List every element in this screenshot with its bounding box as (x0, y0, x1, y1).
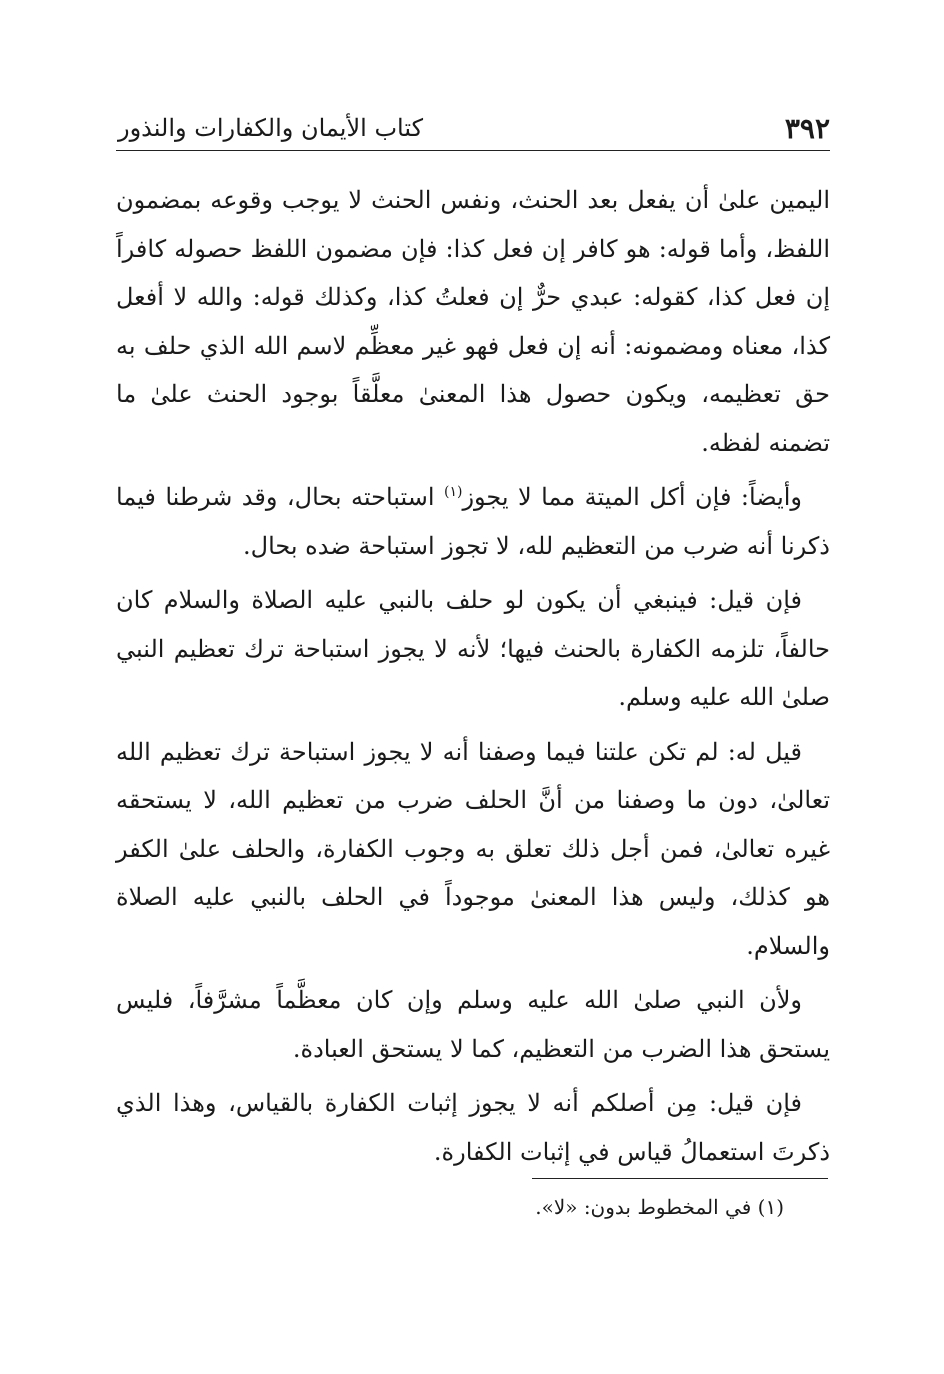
running-title: كتاب الأيمان والكفارات والنذور (118, 114, 424, 142)
footnote-1: (١) في المخطوط بدون: «لا». (535, 1195, 784, 1219)
main-text (116, 176, 830, 1182)
paragraph-2 (116, 473, 830, 570)
header-divider (116, 150, 830, 151)
page-number: ٣٩٢ (784, 111, 830, 145)
page-header (118, 108, 830, 148)
footnote-reference[interactable]: (١) (443, 484, 463, 500)
paragraph-6: فإن قيل: مِن أصلكم أنه لا يجوز إثبات الكفارة بالقياس، وهذا الذي ذكرتَ استعمالُ قياس في إثبات الكفارة. (116, 1089, 830, 1166)
paragraph-2-text-after-ref: استباحته بحال، وقد شرطنا فيما ذكرنا أنه ضرب من التعظيم لله، لا تجوز استباحة ضده بحال. (116, 483, 830, 560)
paragraph-3: فإن قيل: فينبغي أن يكون لو حلف بالنبي عليه الصلاة والسلام كان حالفاً، تلزمه الكفارة بالحنث فيها؛ لأنه لا يجوز استباحة ترك تعظيم النبي صلىٰ الله عليه وسلم. (116, 586, 830, 711)
footnote-divider (532, 1178, 828, 1179)
paragraph-5: ولأن النبي صلىٰ الله عليه وسلم وإن كان معظَّماً مشرَّفاً، فليس يستحق هذا الضرب من التعظيم، كما لا يستحق العبادة. (116, 986, 830, 1063)
paragraph-4: قيل له: لم تكن علتنا فيما وصفنا أنه لا يجوز استباحة ترك تعظيم الله تعالىٰ، دون ما وصفنا من أنَّ الحلف ضرب من تعظيم الله، لا يستحقه غيره تعالىٰ، فمن أجل ذلك تعلق به وجوب الكفارة، والحلف علىٰ الكفر هو كذلك، وليس هذا المعنىٰ موجوداً في الحلف بالنبي عليه الصلاة والسلام. (116, 737, 830, 960)
paragraph-2-text-before-ref: وأيضاً: فإن أكل الميتة مما لا يجوز (462, 483, 803, 511)
paragraph-1: اليمين علىٰ أن يفعل بعد الحنث، ونفس الحنث لا يوجب وقوعه بمضمون اللفظ، وأما قوله: هو كافر إن فعل كذا: فإن مضمون اللفظ حصوله كافراً إن فعل كذا، كقوله: عبدي حرٌّ إن فعلتُ كذا، وكذلك قوله: والله لا أفعل كذا، معناه ومضمونه: أنه إن فعل فهو غير معظِّم لاسم الله الذي حلف به حق تعظيمه، ويكون حصول هذا المعنىٰ معلَّقاً بوجود الحنث علىٰ ما تضمنه لفظه. (116, 186, 830, 457)
